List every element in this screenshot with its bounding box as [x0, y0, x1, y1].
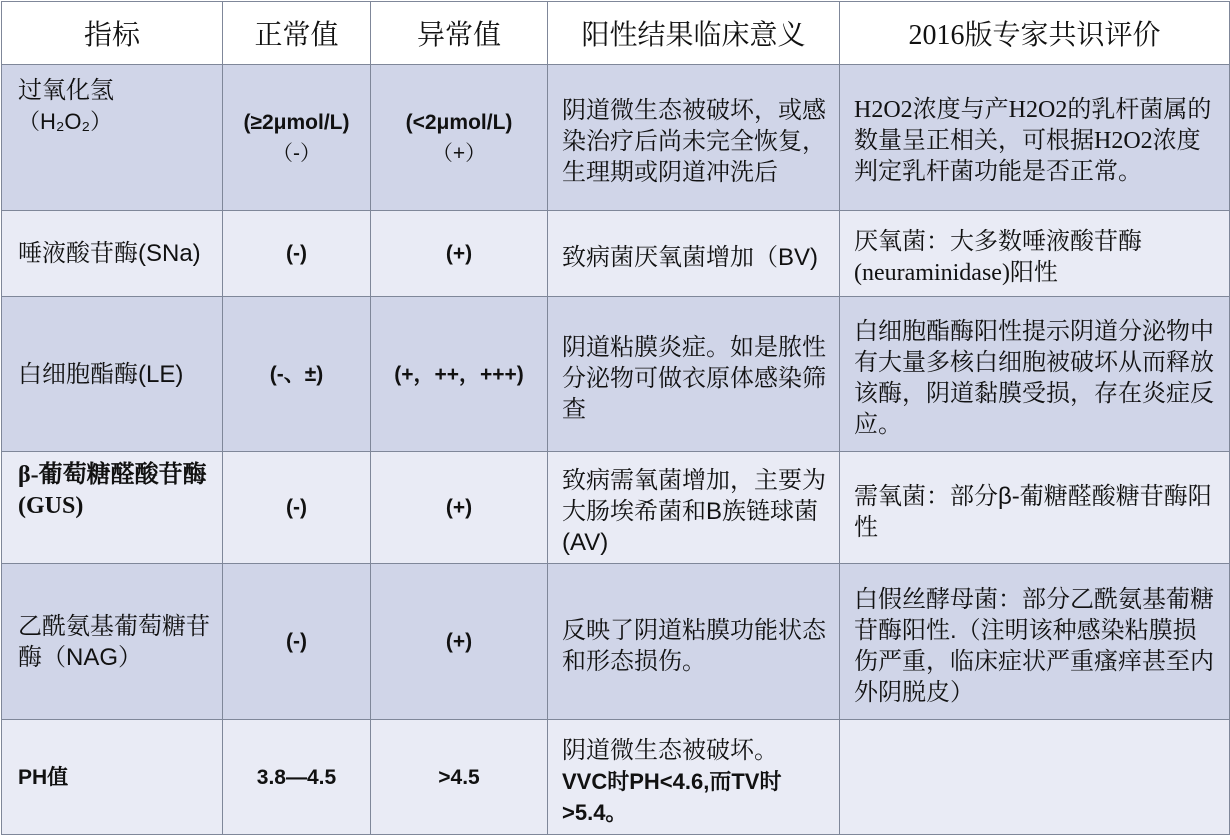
abnormal-value: (+，++，+++) — [394, 362, 524, 386]
header-row — [2, 2, 1230, 65]
normal-value-cell — [223, 452, 371, 564]
abnormal-value-cell — [371, 297, 548, 452]
normal-value: (-) — [286, 242, 307, 265]
indicator-cell — [2, 720, 223, 835]
abnormal-value: (+) — [445, 630, 473, 653]
expert-evaluation-text — [840, 773, 1229, 781]
indicator-name: β-葡萄糖醛酸苷酶(GUS) — [18, 462, 207, 519]
header-abnormal-value: 异常值 — [371, 2, 548, 65]
indicator-formula: （H₂O₂） — [18, 109, 113, 134]
abnormal-value-cell — [371, 211, 548, 297]
abnormal-value-cell — [371, 564, 548, 720]
expert-evaluation-text: H2O2浓度与产H2O2的乳杆菌属的数量呈正相关，可根据H2O2浓度判定乳杆菌功能是否正常。 — [854, 97, 1212, 185]
indicator-name: PH值 — [18, 765, 69, 789]
table-row — [2, 211, 1230, 297]
normal-value: (-) — [286, 630, 307, 653]
abnormal-sign: （+） — [431, 141, 487, 165]
expert-evaluation-text: 白细胞酯酶阳性提示阴道分泌物中有大量多核白细胞被破坏从而释放该酶，阴道黏膜受损，存在炎症反应。 — [854, 318, 1214, 438]
clinical-meaning-ph-values: VVC时PH<4.6,而TV时>5.4。 — [562, 768, 782, 825]
clinical-meaning-text: 阴道微生态被破坏。 — [562, 736, 778, 764]
indicator-name: 乙酰氨基葡萄糖苷酶（NAG） — [18, 612, 210, 671]
header-normal-value: 正常值 — [223, 2, 371, 65]
indicator-cell — [2, 211, 223, 297]
normal-value-cell — [223, 211, 371, 297]
clinical-meaning-text: 阴道微生态被破坏，或感染治疗后尚未完全恢复，生理期或阴道冲洗后 — [562, 97, 826, 186]
clinical-meaning-text: 阴道粘膜炎症。如是脓性分泌物可做衣原体感染筛查 — [562, 333, 826, 423]
clinical-meaning-text: 致病菌厌氧菌增加（BV) — [562, 244, 819, 271]
expert-evaluation-text: 厌氧菌：大多数唾液酸苷酶(neuraminidase)阳性 — [854, 228, 1142, 286]
expert-evaluation-cell — [840, 452, 1230, 564]
clinical-meaning-cell — [548, 720, 840, 835]
indicator-cell — [2, 297, 223, 452]
expert-evaluation-cell — [840, 297, 1230, 452]
indicator-cell — [2, 65, 223, 211]
abnormal-value: (+) — [445, 242, 473, 265]
clinical-meaning-text: 致病需氧菌增加，主要为大肠埃希菌和B族链球菌(AV) — [562, 467, 826, 556]
clinical-meaning-cell — [548, 65, 840, 211]
header-expert-evaluation: 2016版专家共识评价 — [840, 2, 1230, 65]
clinical-meaning-cell — [548, 297, 840, 452]
normal-value-cell — [223, 65, 371, 211]
enzyme-indicator-table-wrapper — [0, 1, 1230, 840]
header-clinical-meaning: 阳性结果临床意义 — [548, 2, 840, 65]
normal-value: (-、±) — [269, 362, 324, 386]
normal-sign: （-） — [272, 141, 321, 165]
indicator-name: 过氧化氢 — [18, 77, 114, 104]
clinical-meaning-cell — [548, 564, 840, 720]
normal-value-cell — [223, 720, 371, 835]
table-row — [2, 297, 1230, 452]
normal-value-cell — [223, 297, 371, 452]
normal-value: (-) — [286, 496, 307, 519]
normal-value: 3.8—4.5 — [256, 765, 337, 789]
indicator-name: 唾液酸苷酶(SNa) — [18, 240, 201, 267]
clinical-meaning-cell — [548, 452, 840, 564]
abnormal-value-cell — [371, 452, 548, 564]
normal-value-cell — [223, 564, 371, 720]
table-row — [2, 564, 1230, 720]
abnormal-value: (<2μmol/L) — [405, 110, 513, 134]
abnormal-value: (+) — [445, 496, 473, 519]
table-row — [2, 452, 1230, 564]
indicator-cell — [2, 564, 223, 720]
normal-value: (≥2μmol/L) — [243, 110, 350, 134]
expert-evaluation-cell — [840, 564, 1230, 720]
table-row — [2, 65, 1230, 211]
table-row — [2, 720, 1230, 835]
enzyme-indicator-table — [1, 1, 1230, 835]
expert-evaluation-text: 需氧菌：部分β-葡糖醛酸糖苷酶阳性 — [854, 482, 1212, 541]
abnormal-value-cell — [371, 720, 548, 835]
expert-evaluation-cell — [840, 65, 1230, 211]
abnormal-value-cell — [371, 65, 548, 211]
clinical-meaning-cell — [548, 211, 840, 297]
expert-evaluation-text: 白假丝酵母菌：部分乙酰氨基葡糖苷酶阳性.（注明该种感染粘膜损伤严重，临床症状严重瘙痒甚至内外阴脱皮） — [854, 585, 1214, 706]
expert-evaluation-cell — [840, 211, 1230, 297]
indicator-cell — [2, 452, 223, 564]
expert-evaluation-cell — [840, 720, 1230, 835]
indicator-name: 白细胞酯酶(LE) — [18, 360, 184, 388]
header-indicator: 指标 — [2, 2, 223, 65]
clinical-meaning-text: 反映了阴道粘膜功能状态和形态损伤。 — [562, 616, 826, 675]
abnormal-value: >4.5 — [438, 765, 480, 789]
